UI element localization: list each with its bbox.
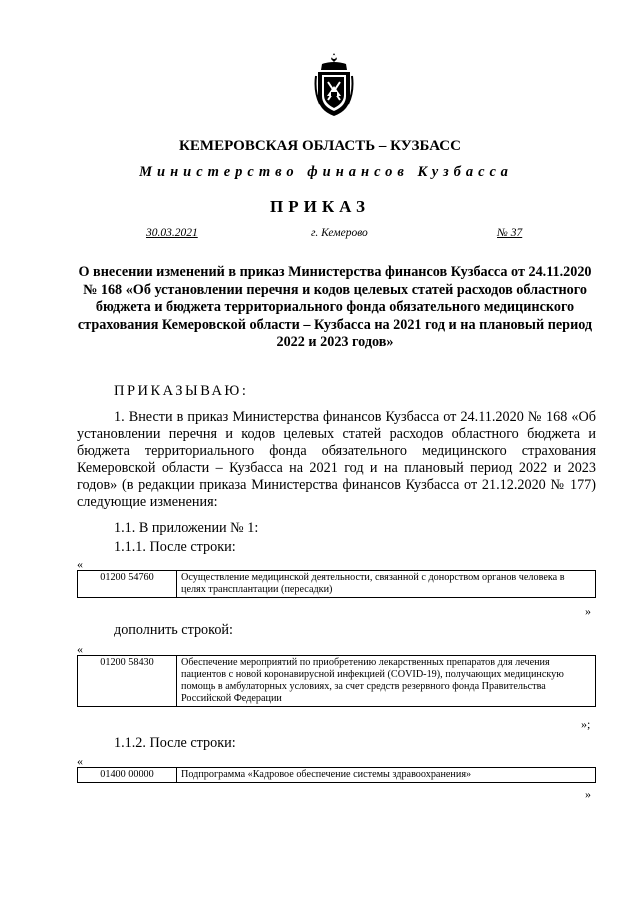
- row-code: 01400 00000: [78, 768, 177, 783]
- region-name: КЕМЕРОВСКАЯ ОБЛАСТЬ – КУЗБАСС: [179, 138, 461, 154]
- order-title: О внесении изменений в приказ Министерства финансов Кузбасса от 24.11.2020 № 168 «Об установлении перечня и кодов целевых статей расходов областного бюджета и бюджета территориального фонда обязательного медицинского страхования Кемеровской области – Кузбасса на 2021 год и на плановый период 2022 и 2023 годов»: [77, 264, 593, 350]
- paragraph-1: 1. Внести в приказ Министерства финансов Кузбасса от 24.11.2020 № 168 «Об установлении перечня и кодов целевых статей расходов областного бюджета и бюджета территориального фонда обязательного медицинского страхования Кемеровской области – Кузбасса на 2021 год и на плановый период 2022 и 2023 годов» (в редакции приказа Министерства финансов Кузбасса от 21.12.2020 № 177) следующие изменения:: [77, 409, 596, 510]
- item-1-1-2: 1.1.2. После строки:: [114, 735, 236, 751]
- table-row: [78, 656, 596, 707]
- code-table-1: [77, 570, 596, 598]
- row-text: Осуществление медицинской деятельности, связанной с донорством органов человека в целях трансплантации (пересадки): [177, 571, 596, 598]
- add-row-text: дополнить строкой:: [114, 622, 233, 638]
- order-number: № 37: [497, 227, 523, 239]
- close-quote-semicolon: »;: [581, 717, 591, 731]
- row-text: Подпрограмма «Кадровое обеспечение системы здравоохранения»: [177, 768, 596, 783]
- order-date: 30.03.2021: [146, 227, 198, 239]
- order-word: ПРИКАЗЫВАЮ:: [114, 383, 249, 399]
- row-code: 01200 54760: [78, 571, 177, 598]
- row-code: 01200 58430: [78, 656, 177, 707]
- item-1-1-1: 1.1.1. После строки:: [114, 539, 236, 555]
- row-text: Обеспечение мероприятий по приобретению лекарственных препаратов для лечения пациентов с новой коронавирусной инфекцией (COVID-19), получающих медицинскую помощь в амбулаторных условиях, за счет средств резервного фонда Правительства Российской Федерации: [177, 656, 596, 707]
- close-quote: »: [585, 787, 591, 801]
- open-quote: «: [77, 642, 83, 656]
- item-1-1: 1.1. В приложении № 1:: [114, 520, 259, 536]
- open-quote: «: [77, 557, 83, 571]
- code-table-2: [77, 655, 596, 707]
- table-row: [78, 768, 596, 783]
- close-quote: »: [585, 604, 591, 618]
- order-city: г. Кемерово: [311, 227, 368, 239]
- document-type: ПРИКАЗ: [270, 197, 370, 216]
- code-table-3: [77, 767, 596, 783]
- ministry-name: Министерство финансов Кузбасса: [139, 164, 513, 180]
- open-quote: «: [77, 754, 83, 768]
- table-row: [78, 571, 596, 598]
- coat-of-arms-icon: [314, 52, 354, 118]
